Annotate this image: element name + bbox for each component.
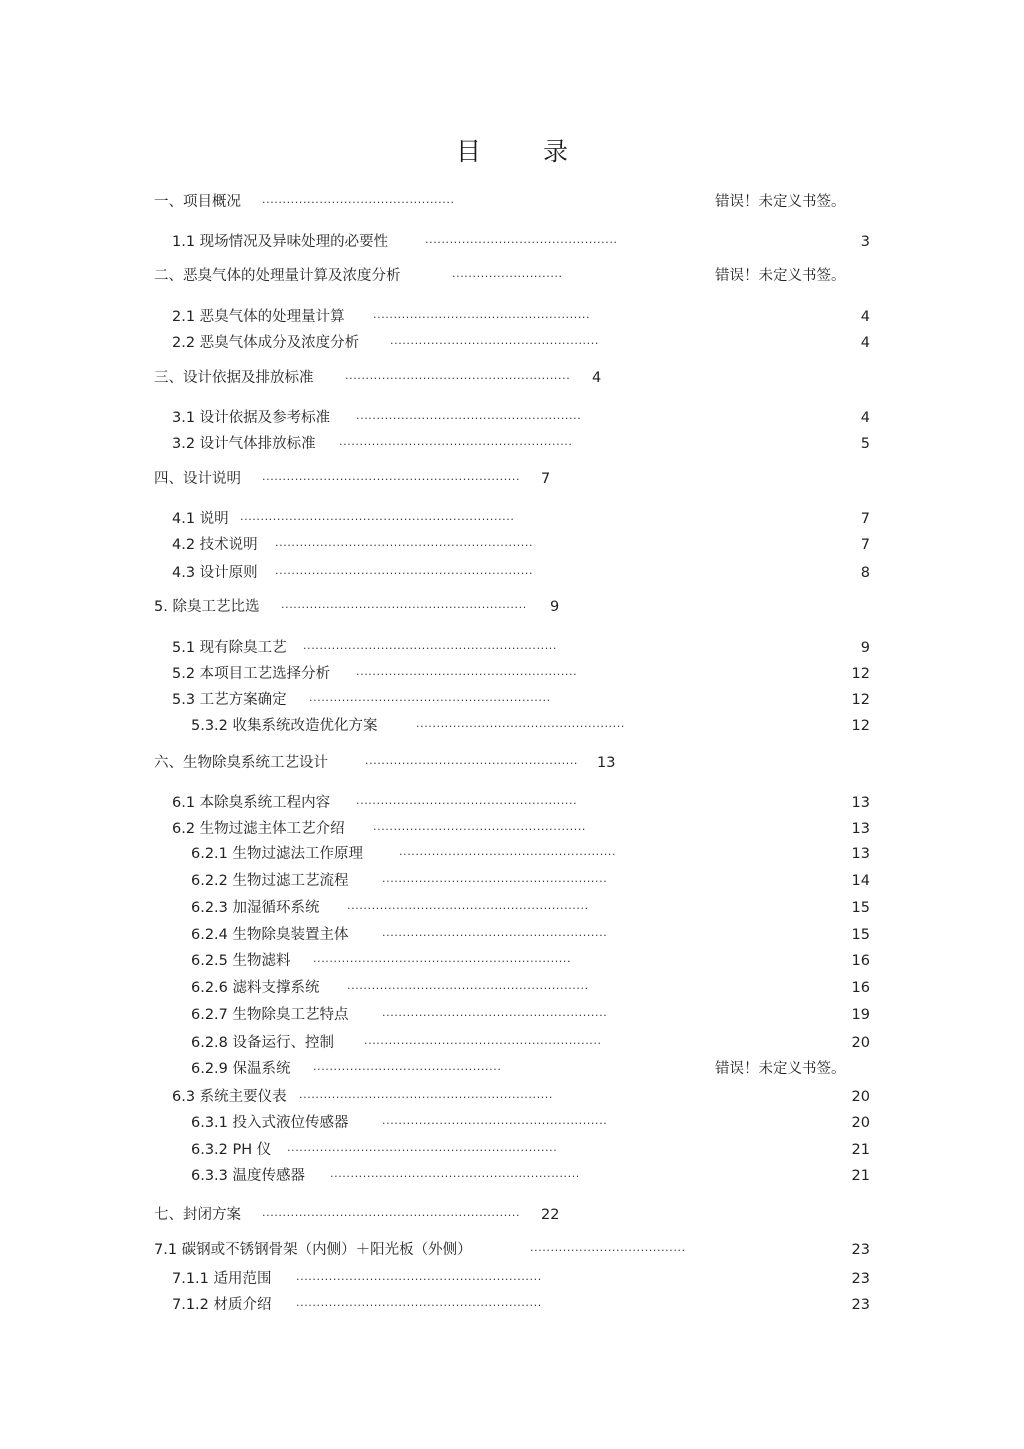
toc-entry[interactable] <box>0 753 1024 773</box>
toc-entry-label: 6.2.7 生物除臭工艺特点 <box>191 1007 349 1023</box>
toc-entry-page: 21 <box>851 1168 870 1184</box>
toc-entry-leader-dots: ....................................................... <box>382 872 608 885</box>
toc-entry-label: 3.1 设计依据及参考标准 <box>172 410 331 426</box>
toc-entry-label: 6.3.2 PH 仪 <box>191 1142 272 1158</box>
toc-entry-page: 4 <box>592 370 602 386</box>
toc-entry-label: 六、生物除臭系统工艺设计 <box>154 755 328 771</box>
toc-entry[interactable] <box>0 638 1024 658</box>
toc-entry-leader-dots: ......................................................... <box>339 435 573 448</box>
toc-entry-label: 6.2.8 设备运行、控制 <box>191 1035 335 1051</box>
toc-entry-page: 4 <box>860 335 870 351</box>
toc-entry-leader-dots: ............................................... <box>262 193 455 206</box>
toc-entry-page: 20 <box>851 1115 870 1131</box>
toc-entry[interactable] <box>0 716 1024 736</box>
toc-entry-page: 7 <box>860 537 870 553</box>
toc-entry-label: 4.2 技术说明 <box>172 537 258 553</box>
toc-entry-page: 9 <box>860 640 870 656</box>
toc-entry-leader-dots: ....................................................... <box>382 926 608 939</box>
toc-entry[interactable] <box>0 1240 1024 1260</box>
toc-entry-leader-dots: ...................................... <box>530 1241 686 1254</box>
toc-entry-leader-dots: .......................................................... <box>364 1034 602 1047</box>
toc-entry[interactable] <box>0 793 1024 813</box>
toc-entry-label: 6.2.9 保温系统 <box>191 1061 291 1077</box>
toc-entry-label: 7.1.2 材质介绍 <box>172 1297 272 1313</box>
toc-entry-label: 6.2.4 生物除臭装置主体 <box>191 927 349 943</box>
toc-entry-page: 12 <box>851 692 870 708</box>
toc-entry-leader-dots: ........................................................... <box>347 899 589 912</box>
toc-entry-leader-dots: .............................................. <box>313 1060 502 1073</box>
toc-entry[interactable] <box>0 1113 1024 1133</box>
toc-entry-page: 12 <box>851 718 870 734</box>
toc-entry-page: 15 <box>851 900 870 916</box>
toc-entry[interactable] <box>0 408 1024 428</box>
toc-entry-leader-dots: ....................................................... <box>382 1114 608 1127</box>
toc-entry-label: 三、设计依据及排放标准 <box>154 370 314 386</box>
toc-entry-leader-dots: ....................................................... <box>345 369 571 382</box>
toc-entry-page: 4 <box>860 309 870 325</box>
toc-entry-label: 6.3.1 投入式液位传感器 <box>191 1115 349 1131</box>
toc-entry-page: 3 <box>860 234 870 250</box>
toc-entry-page: 错误！未定义书签。 <box>715 268 846 284</box>
toc-entry-leader-dots: ............................................... <box>425 233 618 246</box>
toc-entry-page: 9 <box>550 599 560 615</box>
toc-entry[interactable] <box>0 664 1024 684</box>
toc-entry-page: 21 <box>851 1142 870 1158</box>
toc-entry-leader-dots: ....................................................... <box>356 409 582 422</box>
toc-entry-page: 23 <box>851 1271 870 1287</box>
toc-entry-leader-dots: ...................................................... <box>356 794 578 807</box>
toc-entry-page: 7 <box>860 511 870 527</box>
toc-entry-leader-dots: ........................................................... <box>347 979 589 992</box>
toc-entry-leader-dots: .............................................................. <box>299 1088 553 1101</box>
toc-entry-leader-dots: ................................................................... <box>240 510 515 523</box>
toc-entry[interactable] <box>0 563 1024 583</box>
toc-entry-leader-dots: ................................................... <box>416 717 625 730</box>
toc-entry[interactable] <box>0 844 1024 864</box>
toc-entry-leader-dots: .................................................... <box>373 820 587 833</box>
toc-entry-page: 14 <box>851 873 870 889</box>
toc-entry[interactable] <box>0 690 1024 710</box>
toc-entry-label: 四、设计说明 <box>154 471 241 487</box>
toc-entry-leader-dots: ....................................................... <box>382 1006 608 1019</box>
toc-entry-leader-dots: ............................................................... <box>275 564 534 577</box>
toc-entry-page: 22 <box>541 1207 560 1223</box>
toc-entry-label: 6.3 系统主要仪表 <box>172 1089 287 1105</box>
toc-entry-label: 7.1 碳钢或不锈钢骨架（内侧）＋阳光板（外侧） <box>154 1242 472 1258</box>
toc-entry-page: 16 <box>851 980 870 996</box>
toc-entry-page: 23 <box>851 1242 870 1258</box>
toc-entry-leader-dots: .............................................................. <box>303 639 557 652</box>
toc-entry[interactable] <box>0 978 1024 998</box>
toc-entry[interactable] <box>0 333 1024 353</box>
toc-entry-page: 13 <box>597 755 616 771</box>
toc-entry[interactable] <box>0 232 1024 252</box>
toc-entry-page: 20 <box>851 1035 870 1051</box>
toc-entry-page: 12 <box>851 666 870 682</box>
toc-entry-label: 6.2.2 生物过滤工艺流程 <box>191 873 349 889</box>
toc-entry-leader-dots: ........................................................... <box>309 691 551 704</box>
toc-entry-label: 5.3 工艺方案确定 <box>172 692 287 708</box>
toc-entry-leader-dots: ............................................................... <box>313 952 572 965</box>
toc-entry[interactable] <box>0 368 1024 388</box>
toc-entry-label: 2.1 恶臭气体的处理量计算 <box>172 309 345 325</box>
toc-entry[interactable] <box>0 192 1024 212</box>
toc-entry-page: 错误！未定义书签。 <box>715 194 846 210</box>
toc-entry-page: 13 <box>851 795 870 811</box>
toc-title-char-1: 目 <box>455 137 481 166</box>
toc-entry-label: 7.1.1 适用范围 <box>172 1271 272 1287</box>
toc-entry-label: 1.1 现场情况及异味处理的必要性 <box>172 234 389 250</box>
toc-entry-leader-dots: ........................... <box>452 267 563 280</box>
toc-entry-leader-dots: ............................................................ <box>281 598 527 611</box>
toc-entry[interactable] <box>0 1059 1024 1079</box>
toc-entry-label: 3.2 设计气体排放标准 <box>172 436 316 452</box>
toc-entry[interactable] <box>0 434 1024 454</box>
toc-entry[interactable] <box>0 1269 1024 1289</box>
toc-entry-page: 16 <box>851 953 870 969</box>
toc-entry-leader-dots: ............................................................. <box>330 1167 580 1180</box>
toc-entry-page: 5 <box>860 436 870 452</box>
toc-entry[interactable] <box>0 871 1024 891</box>
toc-entry[interactable] <box>0 509 1024 529</box>
toc-entry-page: 20 <box>851 1089 870 1105</box>
toc-entry-label: 2.2 恶臭气体成分及浓度分析 <box>172 335 360 351</box>
toc-entry-label: 二、恶臭气体的处理量计算及浓度分析 <box>154 268 401 284</box>
toc-entry-label: 4.1 说明 <box>172 511 229 527</box>
toc-entry-page: 13 <box>851 846 870 862</box>
toc-entry[interactable] <box>0 307 1024 327</box>
toc-entry-label: 6.2.1 生物过滤法工作原理 <box>191 846 364 862</box>
toc-entry-label: 5.3.2 收集系统改造优化方案 <box>191 718 378 734</box>
toc-entry[interactable] <box>0 1295 1024 1315</box>
toc-entry-label: 4.3 设计原则 <box>172 565 258 581</box>
toc-entry-leader-dots: ...................................................... <box>356 665 578 678</box>
toc-entry[interactable] <box>0 535 1024 555</box>
toc-entry-leader-dots: .................................................... <box>365 754 579 767</box>
toc-entry[interactable] <box>0 597 1024 617</box>
toc-entry-leader-dots: ............................................................... <box>262 470 521 483</box>
toc-entry[interactable] <box>0 469 1024 489</box>
toc-entry-page: 7 <box>541 471 551 487</box>
toc-entry-page: 15 <box>851 927 870 943</box>
toc-entry-leader-dots: .................................................................. <box>287 1141 558 1154</box>
toc-entry-leader-dots: ............................................................ <box>296 1296 542 1309</box>
toc-entry-label: 6.2.6 滤料支撑系统 <box>191 980 320 996</box>
toc-entry-label: 6.1 本除臭系统工程内容 <box>172 795 331 811</box>
toc-entry[interactable] <box>0 1140 1024 1160</box>
toc-entry[interactable] <box>0 1087 1024 1107</box>
toc-entry-page: 8 <box>860 565 870 581</box>
toc-entry-leader-dots: ..................................................... <box>373 308 591 321</box>
toc-entry-label: 6.2.3 加湿循环系统 <box>191 900 320 916</box>
toc-entry[interactable] <box>0 266 1024 286</box>
toc-entry-label: 5.1 现有除臭工艺 <box>172 640 287 656</box>
toc-entry-leader-dots: ............................................................ <box>296 1270 542 1283</box>
toc-entry[interactable] <box>0 951 1024 971</box>
toc-entry-leader-dots: ............................................................... <box>262 1206 521 1219</box>
toc-entry-leader-dots: ..................................................... <box>399 845 617 858</box>
toc-entry-page: 23 <box>851 1297 870 1313</box>
toc-entry[interactable] <box>0 925 1024 945</box>
toc-entry-leader-dots: ............................................................... <box>275 536 534 549</box>
toc-entry-leader-dots: ................................................... <box>390 334 599 347</box>
toc-entry-label: 一、项目概况 <box>154 194 241 210</box>
toc-entry-label: 七、封闭方案 <box>154 1207 241 1223</box>
toc-entry-page: 19 <box>851 1007 870 1023</box>
toc-entry-page: 13 <box>851 821 870 837</box>
toc-entry-page: 4 <box>860 410 870 426</box>
toc-entry[interactable] <box>0 819 1024 839</box>
toc-entry[interactable] <box>0 898 1024 918</box>
toc-entry-label: 5.2 本项目工艺选择分析 <box>172 666 331 682</box>
toc-title <box>0 132 1024 168</box>
toc-entry[interactable] <box>0 1166 1024 1186</box>
toc-entry[interactable] <box>0 1033 1024 1053</box>
toc-entry-label: 6.3.3 温度传感器 <box>191 1168 306 1184</box>
toc-entry-page: 错误！未定义书签。 <box>715 1061 846 1077</box>
toc-entry-label: 6.2 生物过滤主体工艺介绍 <box>172 821 345 837</box>
toc-title-char-2: 录 <box>543 137 569 166</box>
toc-entry[interactable] <box>0 1205 1024 1225</box>
toc-entry-label: 5. 除臭工艺比选 <box>154 599 260 615</box>
toc-entry[interactable] <box>0 1005 1024 1025</box>
toc-entry-label: 6.2.5 生物滤料 <box>191 953 291 969</box>
